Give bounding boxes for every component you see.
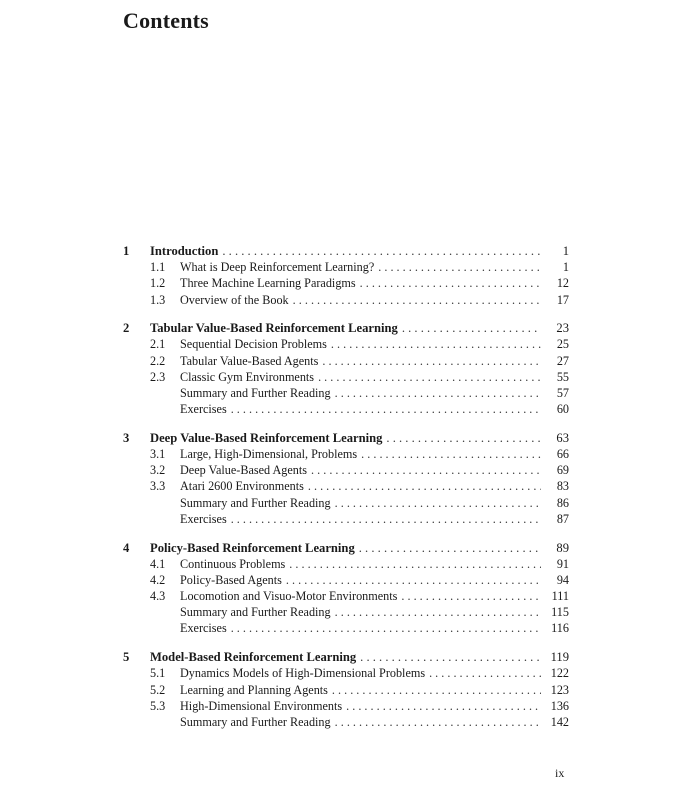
chapter-page: 119 — [550, 650, 569, 665]
section-page: 55 — [556, 369, 569, 384]
chapter-title: Deep Value-Based Reinforcement Learning — [150, 430, 383, 445]
section-title: Overview of the Book — [180, 292, 289, 307]
section-title: Classic Gym Environments — [180, 369, 315, 384]
dot-leader — [359, 540, 541, 556]
dot-leader — [360, 275, 541, 291]
section-page: 116 — [551, 621, 569, 636]
toc-section-entry[interactable] — [123, 462, 569, 478]
toc-section-entry[interactable] — [123, 714, 569, 730]
section-number: 3.1 — [150, 447, 166, 462]
section-number: 1.2 — [150, 276, 166, 291]
section-title: Exercises — [180, 402, 227, 417]
dot-leader — [231, 511, 541, 527]
toc-section-entry[interactable] — [123, 665, 569, 681]
toc-section-entry[interactable] — [123, 446, 569, 462]
dot-leader — [322, 353, 541, 369]
toc-section-entry[interactable] — [123, 401, 569, 417]
section-number: 2.2 — [150, 353, 166, 368]
section-title: Atari 2600 Environments — [180, 479, 304, 494]
section-page: 86 — [556, 495, 569, 510]
section-title: Sequential Decision Problems — [180, 337, 327, 352]
dot-leader — [335, 604, 541, 620]
section-page: 25 — [556, 337, 569, 352]
chapter-number: 5 — [123, 650, 130, 665]
dot-leader — [386, 430, 541, 446]
toc-chapter — [123, 540, 569, 637]
chapter-number: 1 — [123, 244, 130, 258]
section-number: 5.1 — [150, 666, 166, 681]
dot-leader — [402, 320, 541, 336]
toc-chapter-entry[interactable] — [123, 320, 569, 336]
toc-section-entry[interactable] — [123, 353, 569, 369]
toc-section-entry[interactable] — [123, 682, 569, 698]
chapter-number: 3 — [123, 430, 130, 445]
section-page: 115 — [551, 605, 569, 620]
section-title: Policy-Based Agents — [180, 572, 282, 587]
section-number: 4.1 — [150, 556, 166, 571]
section-title: Continuous Problems — [180, 556, 286, 571]
section-number: 2.3 — [150, 369, 166, 384]
section-page: 94 — [556, 572, 569, 587]
dot-leader — [311, 462, 541, 478]
section-page: 27 — [556, 353, 569, 368]
toc-section-entry[interactable] — [123, 495, 569, 511]
chapter-number: 4 — [123, 540, 130, 555]
section-title: Three Machine Learning Paradigms — [180, 276, 356, 291]
toc-section-entry[interactable] — [123, 336, 569, 352]
chapter-page: 63 — [556, 430, 569, 445]
section-number: 1.3 — [150, 292, 166, 307]
dot-leader — [335, 385, 541, 401]
dot-leader — [308, 478, 541, 494]
toc-section-entry[interactable] — [123, 604, 569, 620]
section-page: 91 — [556, 556, 569, 571]
section-page: 83 — [556, 479, 569, 494]
dot-leader — [318, 369, 541, 385]
section-title: Summary and Further Reading — [180, 714, 331, 729]
chapter-title: Policy-Based Reinforcement Learning — [150, 540, 355, 555]
section-title: Summary and Further Reading — [180, 605, 331, 620]
section-page: 136 — [550, 698, 569, 713]
chapter-number: 2 — [123, 321, 130, 336]
dot-leader — [346, 698, 541, 714]
toc-chapter — [123, 320, 569, 417]
page-number: ix — [555, 766, 565, 780]
dot-leader — [289, 556, 541, 572]
toc-section-entry[interactable] — [123, 385, 569, 401]
dot-leader — [231, 620, 541, 636]
section-number: 5.3 — [150, 698, 166, 713]
section-page: 87 — [556, 511, 569, 526]
section-title: High-Dimensional Environments — [180, 698, 343, 713]
dot-leader — [222, 243, 541, 259]
toc-section-entry[interactable] — [123, 259, 569, 275]
toc-section-entry[interactable] — [123, 620, 569, 636]
dot-leader — [293, 292, 541, 308]
dot-leader — [332, 682, 541, 698]
section-page: 17 — [556, 292, 569, 307]
section-title: Large, High-Dimensional, Problems — [180, 447, 358, 462]
toc-chapter — [123, 243, 569, 308]
section-page: 142 — [550, 714, 569, 729]
section-page: 57 — [556, 386, 569, 400]
dot-leader — [335, 495, 541, 511]
section-title: Locomotion and Visuo-Motor Environments — [180, 589, 398, 604]
toc-chapter-entry[interactable] — [123, 430, 569, 446]
dot-leader — [429, 665, 541, 681]
section-number: 3.2 — [150, 463, 166, 478]
section-page: 66 — [556, 447, 569, 462]
section-number: 2.1 — [150, 337, 166, 352]
toc-chapter-entry[interactable] — [123, 243, 569, 259]
section-title: Exercises — [180, 511, 227, 526]
dot-leader — [331, 336, 541, 352]
dot-leader — [231, 401, 541, 417]
toc-chapter — [123, 649, 569, 730]
section-number: 4.2 — [150, 572, 166, 587]
section-number: 1.1 — [150, 260, 166, 275]
chapter-page: 89 — [556, 540, 569, 555]
dot-leader — [335, 714, 541, 730]
toc-section-entry[interactable] — [123, 556, 569, 572]
section-page: 69 — [556, 463, 569, 478]
toc-chapter-entry[interactable] — [123, 540, 569, 556]
section-page: 1 — [562, 260, 569, 275]
toc-section-entry[interactable] — [123, 292, 569, 308]
chapter-page: 23 — [556, 321, 569, 336]
toc-section-entry[interactable] — [123, 588, 569, 604]
chapter-title: Introduction — [150, 244, 219, 258]
chapter-title: Model-Based Reinforcement Learning — [150, 650, 357, 665]
dot-leader — [360, 649, 541, 665]
toc-chapter — [123, 430, 569, 527]
toc-section-entry[interactable] — [123, 698, 569, 714]
toc-section-entry[interactable] — [123, 478, 569, 494]
section-number: 4.3 — [150, 589, 166, 604]
section-title: What is Deep Reinforcement Learning? — [180, 260, 375, 275]
section-number: 5.2 — [150, 682, 166, 697]
section-title: Exercises — [180, 621, 227, 636]
section-title: Summary and Further Reading — [180, 495, 331, 510]
dot-leader — [378, 259, 541, 275]
section-page: 60 — [556, 402, 569, 417]
toc-section-entry[interactable] — [123, 511, 569, 527]
table-of-contents — [123, 243, 569, 743]
section-title: Deep Value-Based Agents — [180, 463, 308, 478]
section-page: 111 — [551, 589, 569, 604]
section-page: 123 — [550, 682, 569, 697]
chapter-page: 1 — [562, 244, 569, 258]
page-title: Contents — [123, 8, 209, 33]
section-title: Learning and Planning Agents — [180, 682, 328, 697]
toc-section-entry[interactable] — [123, 572, 569, 588]
section-title: Tabular Value-Based Agents — [180, 353, 319, 368]
section-number: 3.3 — [150, 479, 166, 494]
toc-section-entry[interactable] — [123, 275, 569, 291]
chapter-title: Tabular Value-Based Reinforcement Learning — [150, 321, 398, 336]
section-title: Dynamics Models of High-Dimensional Problems — [180, 666, 426, 681]
section-page: 12 — [556, 276, 569, 291]
toc-section-entry[interactable] — [123, 369, 569, 385]
dot-leader — [361, 446, 541, 462]
dot-leader — [401, 588, 541, 604]
dot-leader — [286, 572, 541, 588]
toc-chapter-entry[interactable] — [123, 649, 569, 665]
section-title: Summary and Further Reading — [180, 386, 331, 400]
section-page: 122 — [550, 666, 569, 681]
